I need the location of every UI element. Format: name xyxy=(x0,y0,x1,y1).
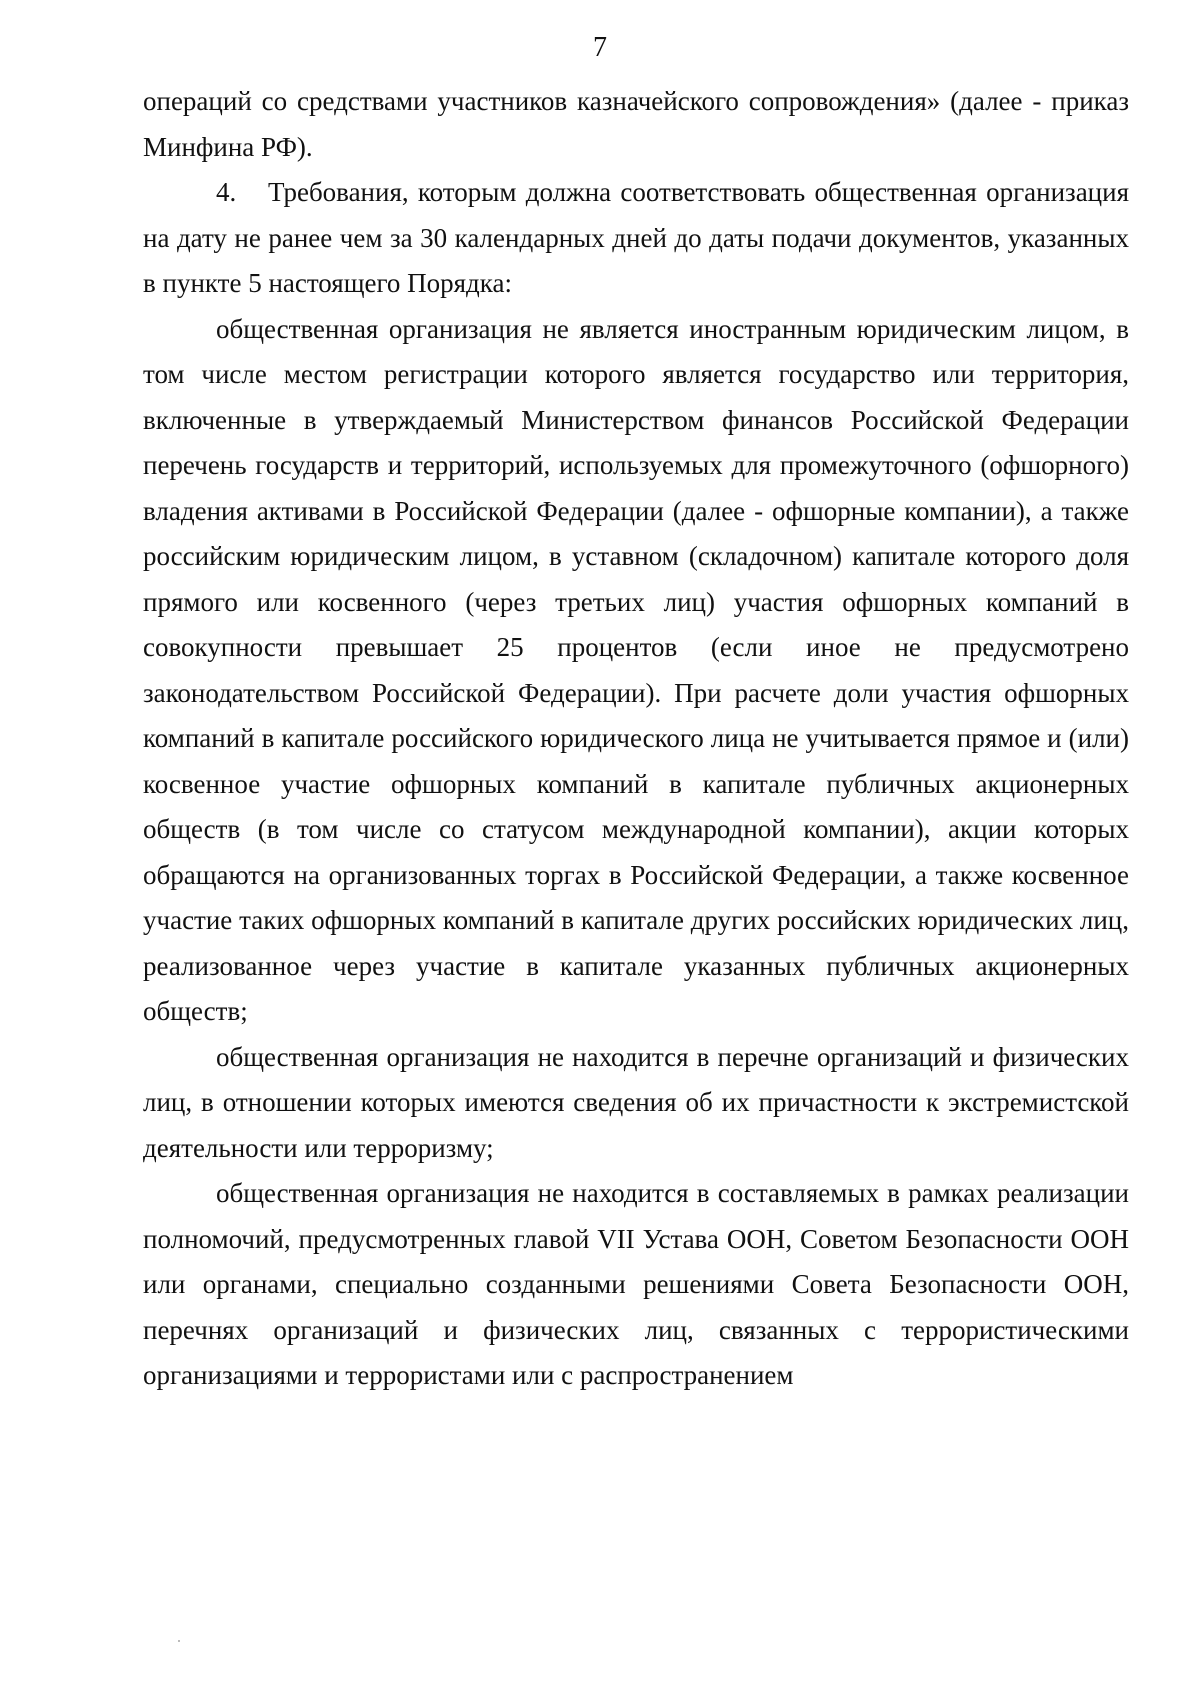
item-number: 4. xyxy=(216,177,237,207)
paragraph-text: Требования, которым должна соответствовать общественная организация на дату не ранее чем за 30 календарных дней до даты подачи документов, указанных в пункте 5 настоящего Порядка: xyxy=(143,177,1129,298)
paragraph-item-4 xyxy=(143,170,1129,307)
document-body xyxy=(143,79,1129,1399)
paragraph-un-lists-requirement: общественная организация не находится в составляемых в рамках реализации полномочий, предусмотренных главой VII Устава ООН, Советом Безопасности ООН или органами, специально созданными решениями Совета Безопасности ООН, перечнях организаций и физических лиц, связанных с террористическими организациями и террористами или с распространением xyxy=(143,1178,1129,1390)
scan-speck xyxy=(178,1640,180,1642)
paragraph-offshore-requirement: общественная организация не является иностранным юридическим лицом, в том числе местом регистрации которого является государство или территория, включенные в утверждаемый Министерством финансов Российской Федерации перечень государств и территорий, используемых для промежуточного (офшорного) владения активами в Российской Федерации (далее - офшорные компании), а также российским юридическим лицом, в уставном (складочном) капитале которого доля прямого или косвенного (через третьих лиц) участия офшорных компаний в совокупности превышает 25 процентов (если иное не предусмотрено законодательством Российской Федерации). При расчете доли участия офшорных компаний в капитале российского юридического лица не учитывается прямое и (или) косвенное участие офшорных компаний в капитале публичных акционерных обществ (в том числе со статусом международной компании), акции которых обращаются на организованных торгах в Российской Федерации, а также косвенное участие таких офшорных компаний в капитале других российских юридических лиц, реализованное через участие в капитале указанных публичных акционерных обществ; xyxy=(143,313,1129,1026)
paragraph-continuation: операций со средствами участников казначейского сопровождения» (далее - приказ Минфина РФ). xyxy=(143,86,1129,162)
page-number: 7 xyxy=(593,32,607,63)
paragraph-extremism-requirement: общественная организация не находится в перечне организаций и физических лиц, в отношении которых имеются сведения об их причастности к экстремистской деятельности или терроризму; xyxy=(143,1041,1129,1163)
